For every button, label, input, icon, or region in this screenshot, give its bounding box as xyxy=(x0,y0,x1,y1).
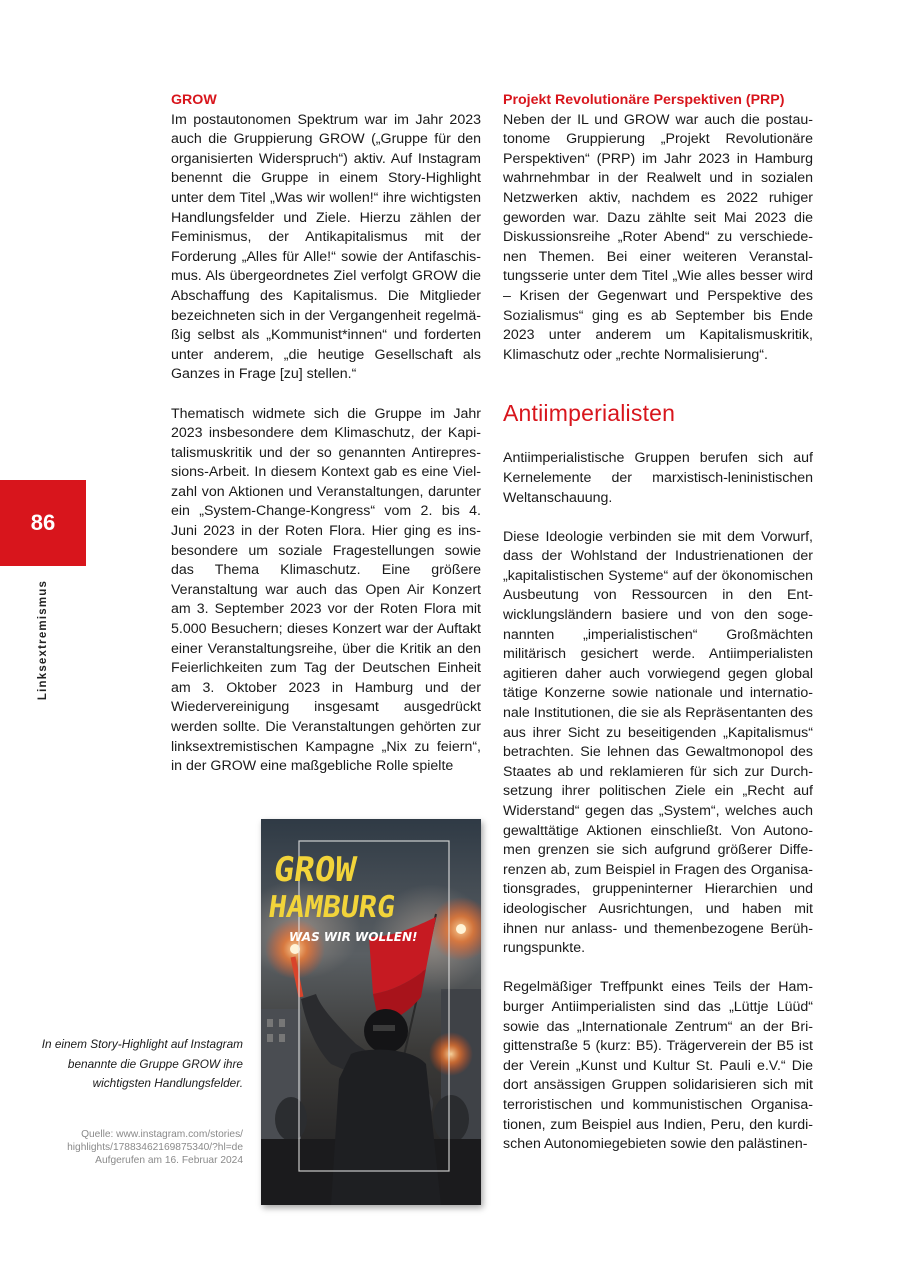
grow-heading: GROW xyxy=(171,92,217,108)
source-line-3: Aufgerufen am 16. Februar 2024 xyxy=(95,1154,243,1166)
page-number-tab xyxy=(0,480,86,566)
antiimp-paragraph-3: Regelmäßiger Treffpunkt eines Teils der Hamburger Antiimperialisten sind das „Lüttje Lüüd“ sowie das „Internationale Zentrum“ an der Brigittenstraße 5 (kurz: B5). Trägerverein der B5 ist der Verein „Kunst und Kultur St. Pauli e.V.“ Die dort ansässigen Gruppen solidarisieren sich mit terroristischen und kommunistischen Organisationen, zum Beispiel aus Indien, Peru, den kurdischen Autonomiegebieten sowie den palästinen- xyxy=(503,979,813,1153)
left-column xyxy=(171,91,481,777)
right-column xyxy=(503,91,813,1155)
source-line-1: Quelle: www.instagram.com/stories/ xyxy=(81,1129,243,1140)
poster-subtitle: WAS WIR WOLLEN! xyxy=(289,930,418,944)
page-number: 86 xyxy=(30,510,56,535)
poster-title-1: GROW xyxy=(271,850,359,890)
antiimperialisten-heading: Antiimperialisten xyxy=(503,400,676,427)
figure-caption: In einem Story-Highlight auf Instagram benannte die Gruppe GROW ihre wichtigsten Handlungsfelder. xyxy=(41,1037,243,1091)
poster-title-2: HAMBURG xyxy=(266,890,398,925)
prp-heading: Projekt Revolutionäre Perspektiven (PRP) xyxy=(503,92,785,108)
source-line-2: highlights/17883462169875340/?hl=de xyxy=(67,1141,243,1153)
grow-paragraph-1: Im postautonomen Spektrum war im Jahr 2023 auch die Gruppierung GROW („Gruppe für den organisierten Widerspruch“) aktiv. Auf Instagram benennt die Gruppe in einem Story-Highlight unter dem Titel „Was wir wollen!“ ihre wichtigsten Handlungsfelder und Ziele. Hierzu zählen der Feminismus, der Antikapitalismus mit der Forderung „Alles für Alle!“ sowie der Antifaschismus. Als übergeordnetes Ziel verfolgt GROW die Abschaffung des Kapitalismus. Die Mitglieder bezeichneten sich in der Vergangenheit regelmäßig selbst als „Kommunist*innen“ und forderten unter anderem, „die heutige Gesellschaft als Ganzes in Frage [zu] stellen.“ xyxy=(171,111,481,383)
figure-source xyxy=(23,1129,243,1167)
section-label: Linksextremismus xyxy=(37,579,49,701)
antiimp-paragraph-1: Antiimperialistische Gruppen berufen sich auf Kernelemente der marxistisch-leninistischen Weltanschauung. xyxy=(503,450,813,506)
grow-poster-image xyxy=(261,819,481,1205)
grow-paragraph-2: Thematisch widmete sich die Gruppe im Jahr 2023 insbesondere dem Klimaschutz, der Kapitalismuskritik und der so genannten Antirepressions-Arbeit. In diesem Kontext gab es eine Vielzahl von Aktionen und Veranstaltungen, darunter ein „System-Change-Kongress“ vom 2. bis 4. Juni 2023 in der Roten Flora. Hier ging es insbesondere um soziale Fragestellungen sowie das Thema Klimaschutz. Eine größere Veranstaltung war auch das Open Air Konzert am 3. September 2023 vor der Roten Flora mit 5.000 Besuchern; dieses Konzert war der Auftakt einer Veranstaltungsreihe, über die Kritik an den Feierlichkeiten zum Tag der Deutschen Einheit am 3. Oktober 2023 in Hamburg und der Wiedervereinigung insgesamt ausgedrückt werden sollte. Die Veranstaltungen gehörten zur linksextremistischen Kampagne „Nix zu feiern“, in der GROW eine maßgebliche Rolle spielte xyxy=(171,405,481,775)
poster-illustration xyxy=(261,819,481,1205)
antiimp-paragraph-2: Diese Ideologie verbinden sie mit dem Vorwurf, dass der Wohlstand der Industrienationen der „kapitalistischen Systeme“ auf der ökonomischen Ausbeutung von Ressourcen in den Entwicklungsländern basiere und von den sogenannten „imperialistischen“ Großmächten militärisch gesichert werde. Antiimperialisten agitieren daher auch vorwiegend gegen global tätige Konzerne sowie nationale und internationale Institutionen, die sie als Repräsentanten des aus ihrer Sicht zu beseitigenden „Kapitalismus“ betrachten. Sie lehnen das Gewaltmonopol des Staates ab und reklamieren für sich zur Durchsetzung ihrer politischen Ziele ein „Recht auf Widerstand“ gegen das „System“, welches auch gewalttätige Aktionen einschließt. Von Autonomen grenzen sie sich aufgrund größerer Differenzen ab, zum Beispiel in Fragen des Organisationsgrades, gruppeninterner Hierarchien und ideologischer Ausrichtungen, und haben mit ihnen nur anlass- und themenbezogene Berührungspunkte. xyxy=(503,528,813,957)
prp-paragraph: Neben der IL und GROW war auch die postautonome Gruppierung „Projekt Revolutionäre Perspektiven“ (PRP) im Jahr 2023 in Hamburg wahrnehmbar in der Realwelt und in sozialen Netzwerken aktiv, nachdem es 2022 ruhiger geworden war. Dazu zählte seit Mai 2023 die Diskussionsreihe „Roter Abend“ zu verschiedenen Themen. Bei einer weiteren Veranstaltungsserie unter dem Titel „Wie alles besser wird – Krisen der Gegenwart und Perspektive des Sozialismus“ ging es ab September bis Ende 2023 unter anderem um Kapitalismuskritik, Klimaschutz oder „rechte Normalisierung“. xyxy=(503,111,813,363)
